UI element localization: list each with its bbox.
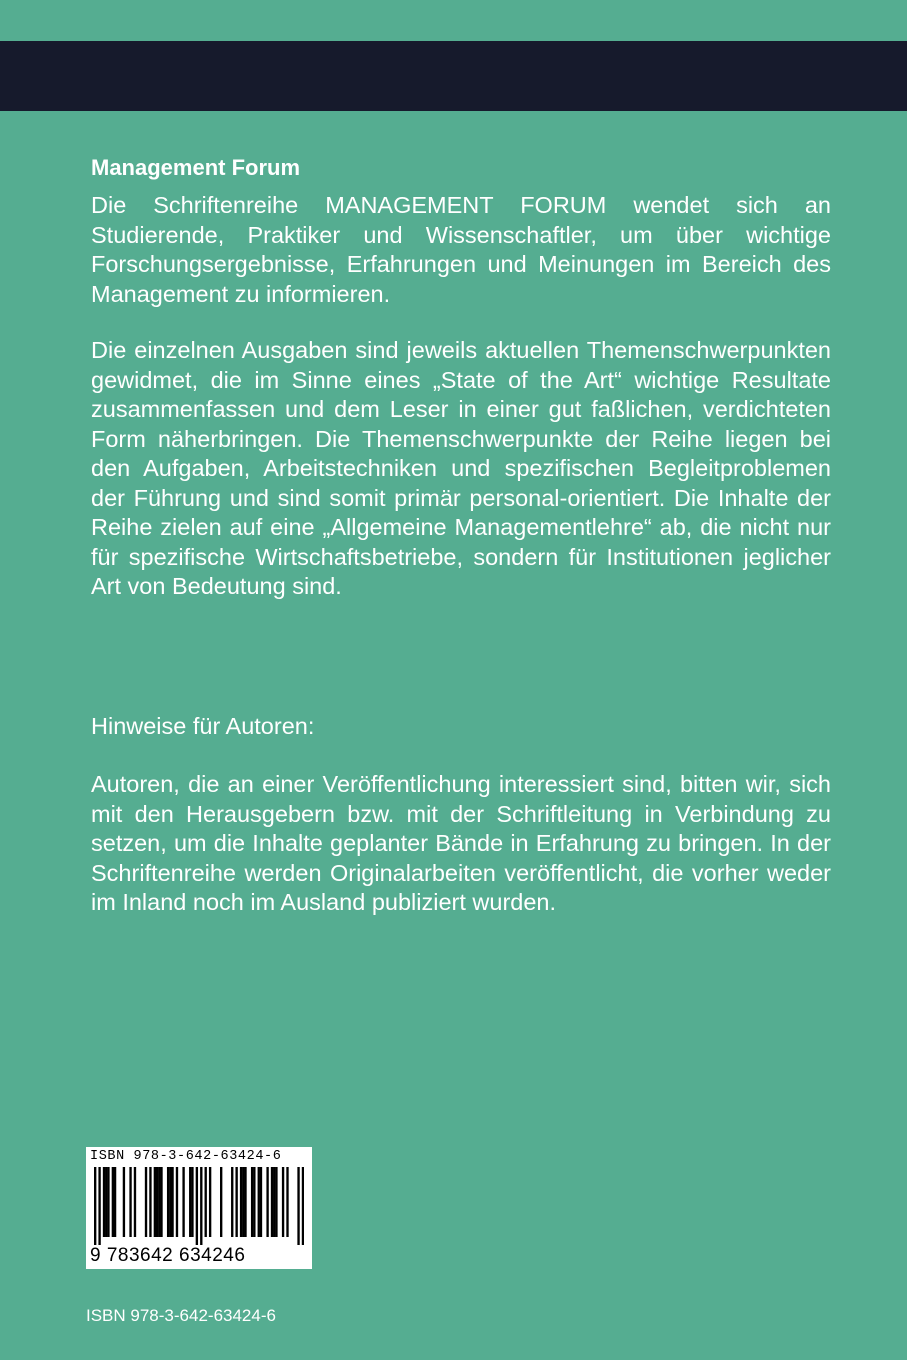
barcode-bar [191, 1167, 193, 1237]
barcode-bar [302, 1167, 304, 1245]
barcode-bar [253, 1167, 255, 1237]
barcode-label [86, 1147, 312, 1269]
barcode-bar [156, 1167, 158, 1237]
barcode-bar [258, 1167, 260, 1237]
series-description-paragraph: Die Schriftenreihe MANAGEMENT FORUM wendet sich an Studierende, Praktiker und Wissenschaftler, um über wichtige Forschungsergebnisse, Erfahrungen und Meinungen im Bereich des Management zu informieren. [91, 192, 831, 307]
barcode-bar [176, 1167, 178, 1237]
barcode-bar [103, 1167, 105, 1237]
barcode-bar [220, 1167, 222, 1237]
barcode-bar [112, 1167, 114, 1237]
barcode-bar [123, 1167, 125, 1237]
barcode-bar [129, 1167, 131, 1237]
barcode-bar [196, 1167, 198, 1245]
barcode-bar [266, 1167, 268, 1237]
footer-isbn: ISBN 978-3-642-63424-6 [86, 1306, 276, 1325]
barcode-bar [167, 1167, 169, 1237]
barcode-bar [251, 1167, 253, 1237]
top-color-band [0, 41, 907, 111]
barcode-bar [189, 1167, 191, 1237]
barcode-bar [182, 1167, 184, 1237]
authors-info-paragraph: Autoren, die an einer Veröffentlichung interessiert sind, bitten wir, sich mit den Herausgebern bzw. mit der Schriftleitung in Verbindung zu setzen, um die Inhalte geplanter Bände in Erfahrung zu bringen. In der Schriftenreihe werden Originalarbeiten veröffentlicht, die vorher weder im Inland noch im Ausland publiziert wurden. [91, 771, 831, 915]
barcode-bar [275, 1167, 277, 1237]
barcode-bar [286, 1167, 288, 1237]
barcode-bar [114, 1167, 116, 1237]
barcode-bar [231, 1167, 233, 1237]
barcode-bar [205, 1167, 207, 1237]
barcode-bar [260, 1167, 262, 1237]
barcode-bar [282, 1167, 284, 1237]
barcode-digits: 9 783642 634246 [90, 1245, 246, 1266]
barcode-bar [209, 1167, 211, 1237]
barcode-bar [105, 1167, 107, 1237]
barcode-bar [271, 1167, 273, 1237]
authors-heading: Hinweise für Autoren: [91, 713, 315, 739]
barcode-bar [134, 1167, 136, 1237]
barcode-bar [242, 1167, 244, 1237]
series-focus-paragraph: Die einzelnen Ausgaben sind jeweils aktuellen Themenschwerpunkten gewidmet, die im Sinne eines „State of the Art“ wichtige Resultate zusammenfassen und dem Leser in einer gut faßlichen, verdichteten Form näherbringen. Die Themenschwerpunkte der Reihe liegen bei den Aufgaben, Arbeitstechniken und spezifischen Begleitproblemen der Führung und sind somit primär personal-orientiert. Die Inhalte der Reihe zielen auf eine „Allgemeine Managementlehre“ ab, die nicht nur für spezifische Wirtschaftsbetriebe, sondern für Institutionen jeglicher Art von Bedeutung sind. [91, 337, 831, 599]
barcode-isbn-text: ISBN 978-3-642-63424-6 [90, 1149, 282, 1164]
barcode-bar [98, 1167, 100, 1245]
barcode-bar [160, 1167, 162, 1237]
barcode-bar [273, 1167, 275, 1237]
barcode-bar [154, 1167, 156, 1237]
barcode-bar [149, 1167, 151, 1237]
barcode-bar [169, 1167, 171, 1237]
barcode-bar [158, 1167, 160, 1237]
barcode-bar [240, 1167, 242, 1237]
barcode-bar [244, 1167, 246, 1237]
barcode-bar [200, 1167, 202, 1245]
barcode-bar [107, 1167, 109, 1237]
barcode-bar [235, 1167, 237, 1237]
barcode-bars [94, 1167, 304, 1245]
barcode-bar [145, 1167, 147, 1237]
barcode-bar [297, 1167, 299, 1245]
barcode-bar [94, 1167, 96, 1245]
series-title: Management Forum [91, 155, 301, 180]
barcode-bar [171, 1167, 173, 1237]
